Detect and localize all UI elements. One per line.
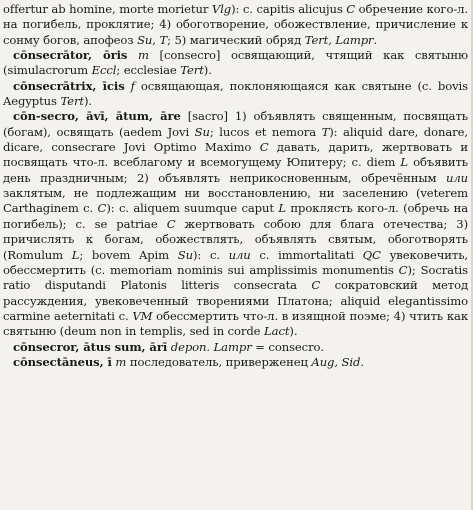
entry-text: ; lucos et nemora — [209, 124, 322, 139]
italic-text: Tert — [180, 63, 204, 78]
italic-text: Su — [177, 247, 193, 262]
entry-text: ): с. aliquem suumque caput — [106, 201, 279, 216]
entry-text: увековечить, обессмертить (с. memoriam nominis sui amplissimis monumentis — [3, 247, 469, 277]
entry-text: ); Socratis ratio disputandi Platonis litteris consecrata — [3, 262, 468, 293]
italic-text: Tert — [60, 94, 84, 109]
entry-text: ): aliquid dare, donare, dicare, consecrare Jovi Optimo Maximo — [3, 124, 468, 155]
entry-consecratrix — [3, 79, 468, 110]
italic-text: C — [259, 140, 269, 155]
entry-text: offertur ab homine, morte morietur — [3, 2, 212, 16]
entry-text: давать, дарить, жертвовать и посвящать что-л. всеблагому и всемогущему Юпитеру; с. diem — [3, 140, 468, 170]
entry-text: объявить день праздничным; 2) объявлять неприкосновенным, обречённым — [3, 155, 468, 185]
entry-text: . — [360, 354, 364, 369]
entry-consecro — [3, 109, 468, 339]
italic-text: f — [124, 78, 135, 93]
headword: cōnsecrātor, ōris — [13, 48, 128, 63]
headword: cōnsectāneus, ī — [13, 354, 112, 369]
italic-text: L — [71, 247, 80, 262]
italic-text: Eccl — [91, 63, 117, 78]
entry-text: [sacro] 1) объявлять священным, посвящать (богам), освящать (aedem Jovi — [3, 109, 468, 139]
entry-text: сократовский метод рассуждения, увековеченный творениями Платона; aliquid elegantissimo carmine aeternitati с. — [3, 278, 468, 323]
headword: cōnsecror, ātus sum, ārī — [13, 339, 168, 354]
italic-text: C — [97, 201, 107, 216]
italic-text: depon. Lampr — [167, 339, 252, 354]
italic-text: m — [111, 354, 127, 369]
italic-text: VM — [132, 308, 153, 323]
headword: cōn-secro, āvī, ātum, āre — [13, 109, 181, 124]
entry-consecrator — [3, 48, 468, 79]
italic-text: T — [321, 124, 330, 139]
entry-text: ). — [203, 63, 212, 78]
entry-text: ; ecclesiae — [116, 63, 181, 78]
italic-text: C — [166, 216, 176, 231]
entry-text: ; 5) магический обряд — [167, 32, 305, 47]
entry-continuation — [3, 2, 468, 48]
entry-text: заклятым, не подлежащим ни восстановлению, ни заселению (veterem Carthaginem с. — [3, 186, 468, 216]
entry-text: ; bovem Apim — [79, 247, 178, 262]
entry-text: ). — [84, 94, 93, 109]
headword: cōnsecrātrix, īcis — [13, 78, 125, 93]
entry-text: ): с. — [193, 247, 229, 262]
entry-text: обречение кого-л. на погибель, проклятие; 4) обоготворение, обожествление, причисление к сонму богов, апофеоз — [3, 2, 468, 47]
italic-text: m — [127, 48, 149, 63]
entry-text: с. immortalitati — [250, 247, 363, 262]
italic-text: C — [346, 2, 356, 16]
italic-text: Vlg — [211, 2, 232, 16]
italic-text: Su — [194, 124, 210, 139]
entry-consecror — [3, 340, 468, 355]
entry-text: проклясть кого-л. (обречь на погибель); с. se patriae — [3, 201, 469, 231]
italic-text: или — [445, 170, 468, 185]
entry-text: жертвовать собою для блага отечества; 3) причислять к богам, обожествлять, объявлять святым, обоготворять (Romulum — [3, 216, 468, 262]
italic-text: C — [398, 262, 408, 277]
entry-text: . — [373, 32, 378, 47]
italic-text: Lact — [264, 324, 290, 339]
entry-text: [consecro] освящающий, чтящий как святыню (simulacrorum — [3, 48, 468, 78]
entry-consectaneus — [3, 355, 468, 370]
italic-text: L — [400, 155, 409, 170]
entry-text: ). — [289, 324, 298, 339]
italic-text: или — [228, 247, 251, 262]
entry-text: обессмертить что-л. в изящной поэме; 4) чтить как святыню (deum non in templis, sed in corde — [3, 308, 468, 339]
italic-text: Tert, Lampr — [304, 32, 374, 47]
entry-text: ): с. capitis alicujus — [231, 2, 347, 16]
italic-text: Aug, Sid — [311, 354, 361, 369]
entry-text: освящающая, поклоняющаяся как святыне (с. bovis Aegyptus — [3, 78, 468, 109]
italic-text: Su, T — [137, 32, 168, 47]
entry-text: последователь, приверженец — [126, 354, 312, 369]
entry-text: = consecro. — [251, 339, 324, 354]
italic-text: QC — [362, 247, 381, 262]
italic-text: L — [278, 201, 286, 216]
italic-text: C — [311, 278, 321, 293]
